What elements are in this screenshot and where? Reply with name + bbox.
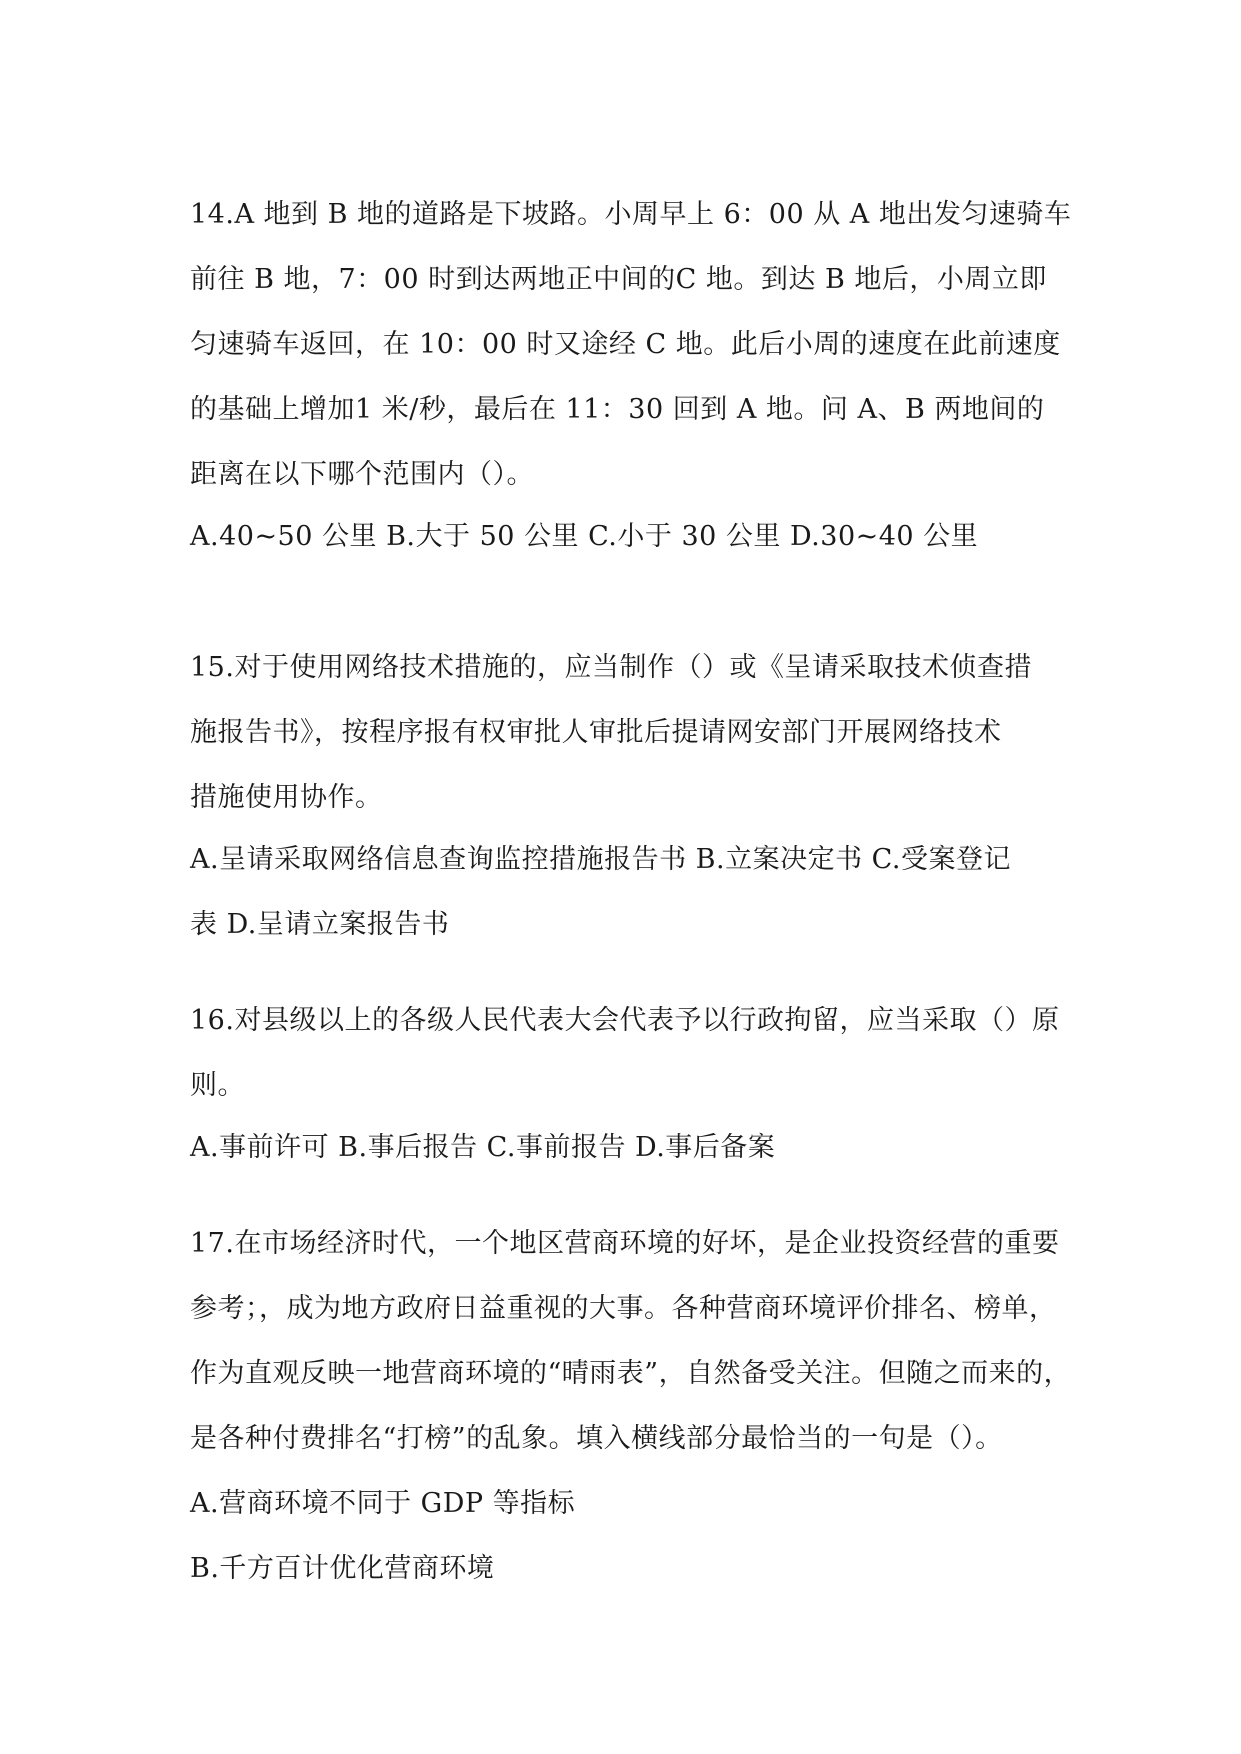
q17-stem-line-3: 作为直观反映一地营商环境的“晴雨表”，自然备受关注。但随之而来的， [190, 1358, 1072, 1389]
q14-stem-line-3: 匀速骑车返回，在 10：00 时又途经 C 地。此后小周的速度在此前速度 [190, 329, 1061, 360]
q17-option-b: B.千方百计优化营商环境 [190, 1553, 495, 1584]
q16-stem-line-2: 则。 [190, 1070, 245, 1101]
q17-option-a: A.营商环境不同于 GDP 等指标 [190, 1488, 576, 1519]
q16-stem-line-1: 16.对县级以上的各级人民代表大会代表予以行政拘留，应当采取（）原 [190, 1005, 1060, 1036]
q14-stem-line-1: 14.A 地到 B 地的道路是下坡路。小周早上 6：00 从 A 地出发匀速骑车 [190, 199, 1072, 230]
q15-stem-line-3: 措施使用协作。 [190, 782, 383, 813]
q17-stem-line-4: 是各种付费排名“打榜”的乱象。填入横线部分最恰当的一句是（）。 [190, 1423, 1003, 1454]
q15-options-line-1: A.呈请采取网络信息查询监控措施报告书 B.立案决定书 C.受案登记 [190, 844, 1011, 875]
q15-stem-line-2: 施报告书》，按程序报有权审批人审批后提请网安部门开展网络技术 [190, 717, 1002, 748]
q14-options-line-1: A.40~50 公里 B.大于 50 公里 C.小于 30 公里 D.30~40 公里 [190, 521, 979, 552]
q14-stem-line-5: 距离在以下哪个范围内（）。 [190, 459, 534, 490]
q15-stem-line-1: 15.对于使用网络技术措施的，应当制作（）或《呈请采取技术侦查措 [190, 652, 1032, 683]
q16-options-line-1: A.事前许可 B.事后报告 C.事前报告 D.事后备案 [190, 1132, 776, 1163]
q17-stem-line-1: 17.在市场经济时代，一个地区营商环境的好坏，是企业投资经营的重要 [190, 1228, 1060, 1259]
q17-stem-line-2: 参考；，成为地方政府日益重视的大事。各种营商环境评价排名、榜单， [190, 1293, 1057, 1324]
q14-stem-line-4: 的基础上增加1 米/秒，最后在 11：30 回到 A 地。问 A、B 两地间的 [190, 394, 1045, 425]
q14-stem-line-2: 前往 B 地，7：00 时到达两地正中间的C 地。到达 B 地后，小周立即 [190, 264, 1047, 295]
q15-options-line-2: 表 D.呈请立案报告书 [190, 909, 450, 940]
